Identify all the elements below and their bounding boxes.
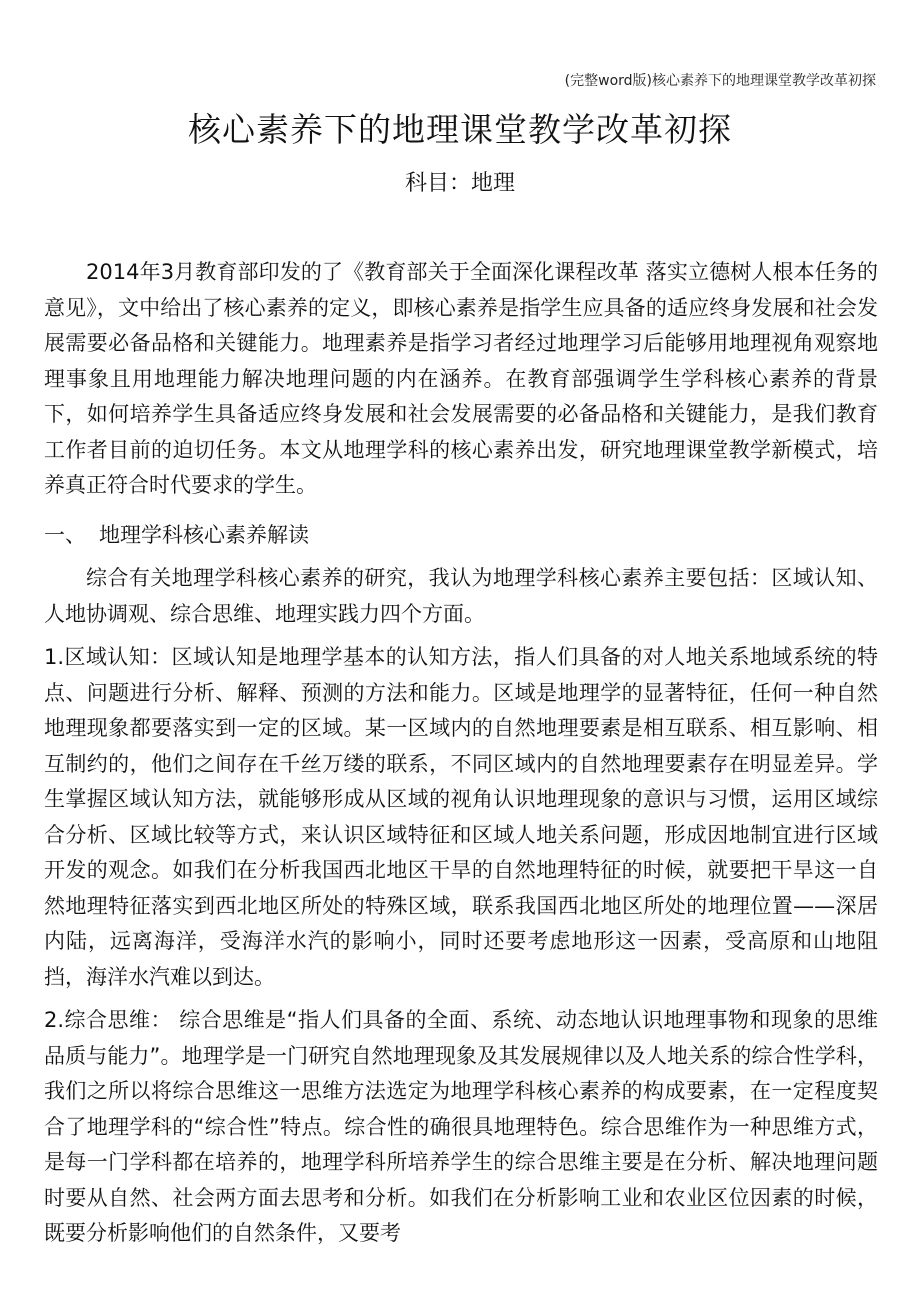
subject-line: 科目：地理: [404, 171, 515, 196]
section-heading-1: [44, 518, 878, 554]
regional-cognition-paragraph: 1.区域认知：区域认知是地理学基本的认知方法，指人们具备的对人地关系地域系统的特点、问题进行分析、解释、预测的方法和能力。区域是地理学的显著特征，任何一种自然地理现象都要落实到一定的区域。某一区域内的自然地理要素是相互联系、相互影响、相互制约的，他们之间存在千丝万缕的联系，不同区域内的自然地理要素存在明显差异。学生掌握区域认知方法，就能够形成从区域的视角认识地理现象的意识与习惯，运用区域综合分析、区域比较等方式，来认识区域特征和区域人地关系问题，形成因地制宜进行区域开发的观念。如我们在分析我国西北地区干旱的自然地理特征的时候，就要把干旱这一自然地理特征落实到西北地区所处的特殊区域，联系我国西北地区所处的地理位置——深居内陆，远离海洋，受海洋水汽的影响小，同时还要考虑地形这一因素，受高原和山地阻挡，海洋水汽难以到达。: [44, 645, 878, 989]
intro-paragraph: 2014年3月教育部印发的了《教育部关于全面深化课程改革 落实立德树人根本任务的意见》，文中给出了核心素养的定义，即核心素养是指学生应具备的适应终身发展和社会发展需要必备品格和关键能力。地理素养是指学习者经过地理学习后能够用地理视角观察地理事象且用地理能力解决地理问题的内在涵养。在教育部强调学生学科核心素养的背景下，如何培养学生具备适应终身发展和社会发展需要的必备品格和关键能力，是我们教育工作者目前的迫切任务。本文从地理学科的核心素养出发，研究地理课堂教学新模式，培养真正符合时代要求的学生。: [44, 260, 878, 497]
document-body: [44, 255, 878, 1252]
document-title: 核心素养下的地理课堂教学改革初探: [188, 110, 732, 149]
section-number: 一、: [44, 522, 86, 547]
summary-paragraph: 综合有关地理学科核心素养的研究，我认为地理学科核心素养主要包括：区域认知、人地协调观、综合思维、地理实践力四个方面。: [44, 566, 878, 626]
integrated-thinking-paragraph: 2.综合思维： 综合思维是“指人们具备的全面、系统、动态地认识地理事物和现象的思维品质与能力”。地理学是一门研究自然地理现象及其发展规律以及人地关系的综合性学科，我们之所以将综合思维这一思维方法选定为地理学科核心素养的构成要素，在一定程度契合了地理学科的“综合性”特点。综合性的确很具地理特色。综合思维作为一种思维方式，是每一门学科都在培养的，地理学科所培养学生的综合思维主要是在分析、解决地理问题时要从自然、社会两方面去思考和分析。如我们在分析影响工业和农业区位因素的时候，既要分析影响他们的自然条件，又要考: [44, 1008, 878, 1245]
section-title: 地理学科核心素养解读: [99, 522, 309, 547]
running-header: (完整word版)核心素养下的地理课堂教学改革初探: [564, 73, 876, 89]
